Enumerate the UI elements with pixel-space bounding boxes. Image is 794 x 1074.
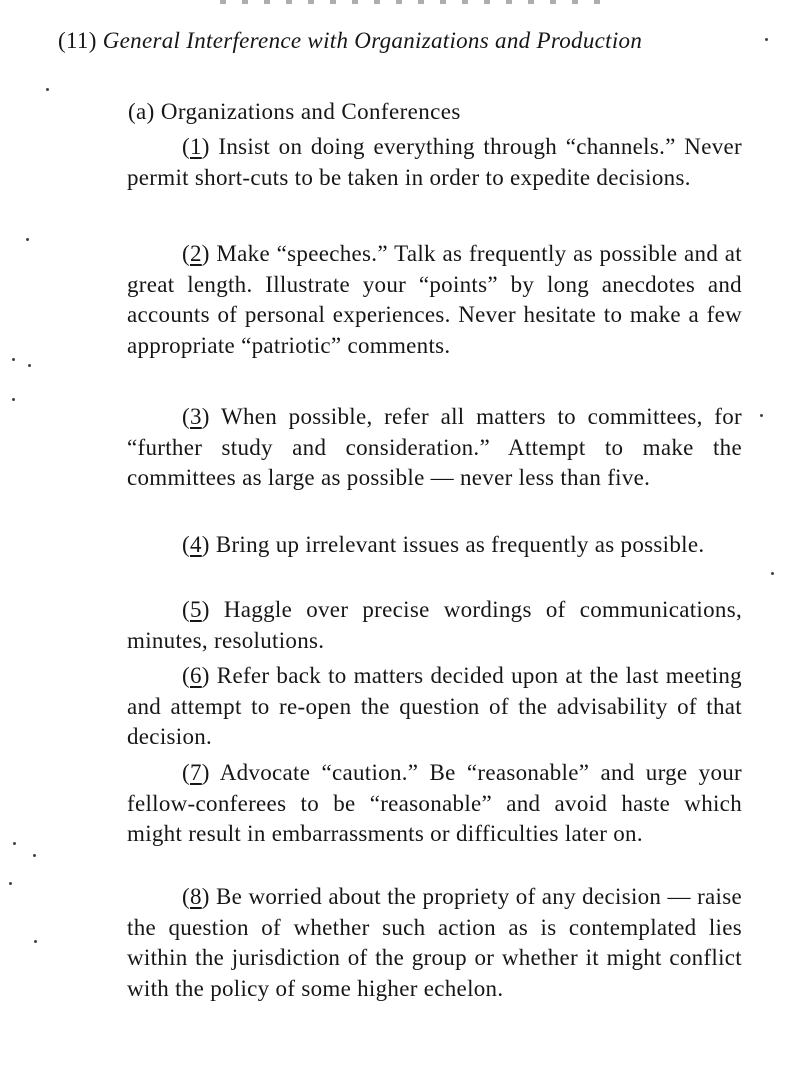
scan-speck xyxy=(12,358,15,361)
scan-speck xyxy=(46,88,49,91)
scan-speck xyxy=(33,854,36,857)
item-number: 7 xyxy=(189,760,202,785)
item-text: When possible, refer all matters to committees, for “further study and consideration.” Attempt to make the committees as large as possible — never less than five. xyxy=(127,404,742,490)
item-number: 4 xyxy=(189,532,202,557)
item-text: Advocate “caution.” Be “reasonable” and urge your fellow-conferees to be “reasonable” and avoid haste which might result in embarrassments or difficulties later on. xyxy=(127,760,743,846)
item-number: 5 xyxy=(189,597,202,622)
scan-speck xyxy=(9,882,12,885)
scan-speck xyxy=(760,414,763,417)
list-item: (7) Advocate “caution.” Be “reasonable” and urge your fellow-conferees to be “reasonable” and avoid haste which might result in embarrassments or difficulties later on. xyxy=(127,760,743,846)
scan-speck xyxy=(34,940,37,943)
section-title: General Interference with Organizations and Production xyxy=(102,28,643,53)
item-text: Bring up irrelevant issues as frequently as possible. xyxy=(215,532,705,557)
list-item: (2) Make “speeches.” Talk as frequently as possible and at great length. Illustrate your “points” by long anecdotes and accounts of personal experiences. Never hesitate to make a few appropriate “patriotic” comments. xyxy=(127,241,742,358)
subsection-heading: (a) Organizations and Conferences xyxy=(128,99,461,124)
item-text: Make “speeches.” Talk as frequently as possible and at great length. Illustrate your “points” by long anecdotes and accounts of personal experiences. Never hesitate to make a few appropriate “patriotic” comments. xyxy=(127,241,742,358)
list-item: (1) Insist on doing everything through “channels.” Never permit short-cuts to be taken in order to expedite decisions. xyxy=(127,134,742,190)
list-item: (3) When possible, refer all matters to committees, for “further study and consideration.” Attempt to make the committees as large as possible — never less than five. xyxy=(127,404,742,490)
list-item: (8) Be worried about the propriety of any decision — raise the question of whether such action as is contemplated lies within the jurisdiction of the group or whether it might conflict with the policy of some higher echelon. xyxy=(127,884,742,1001)
item-number: 8 xyxy=(189,884,202,909)
scan-speck xyxy=(765,38,768,41)
item-text: Insist on doing everything through “channels.” Never permit short-cuts to be taken in order to expedite decisions. xyxy=(127,134,742,190)
list-item: (4) Bring up irrelevant issues as frequently as possible. xyxy=(182,532,705,557)
scan-speck xyxy=(28,364,31,367)
scan-artifact-top xyxy=(220,0,600,4)
item-number: 1 xyxy=(189,134,202,159)
item-number: 2 xyxy=(189,241,202,266)
scan-speck xyxy=(771,572,774,575)
list-item: (6) Refer back to matters decided upon at the last meeting and attempt to re-open the question of the advisability of that decision. xyxy=(127,663,742,749)
item-number: 3 xyxy=(189,404,202,429)
section-heading xyxy=(33,26,763,56)
list-item: (5) Haggle over precise wordings of communications, minutes, resolutions. xyxy=(127,597,742,653)
scan-speck xyxy=(13,842,16,845)
section-number: (11) xyxy=(58,28,97,53)
item-text: Refer back to matters decided upon at the last meeting and attempt to re-open the question of the advisability of that decision. xyxy=(127,663,742,749)
item-number: 6 xyxy=(189,663,202,688)
item-text: Haggle over precise wordings of communications, minutes, resolutions. xyxy=(127,597,742,653)
item-text: Be worried about the propriety of any decision — raise the question of whether such action as is contemplated lies within the jurisdiction of the group or whether it might conflict with the policy of some higher echelon. xyxy=(127,884,742,1001)
scan-speck xyxy=(26,238,29,241)
scan-speck xyxy=(12,398,15,401)
